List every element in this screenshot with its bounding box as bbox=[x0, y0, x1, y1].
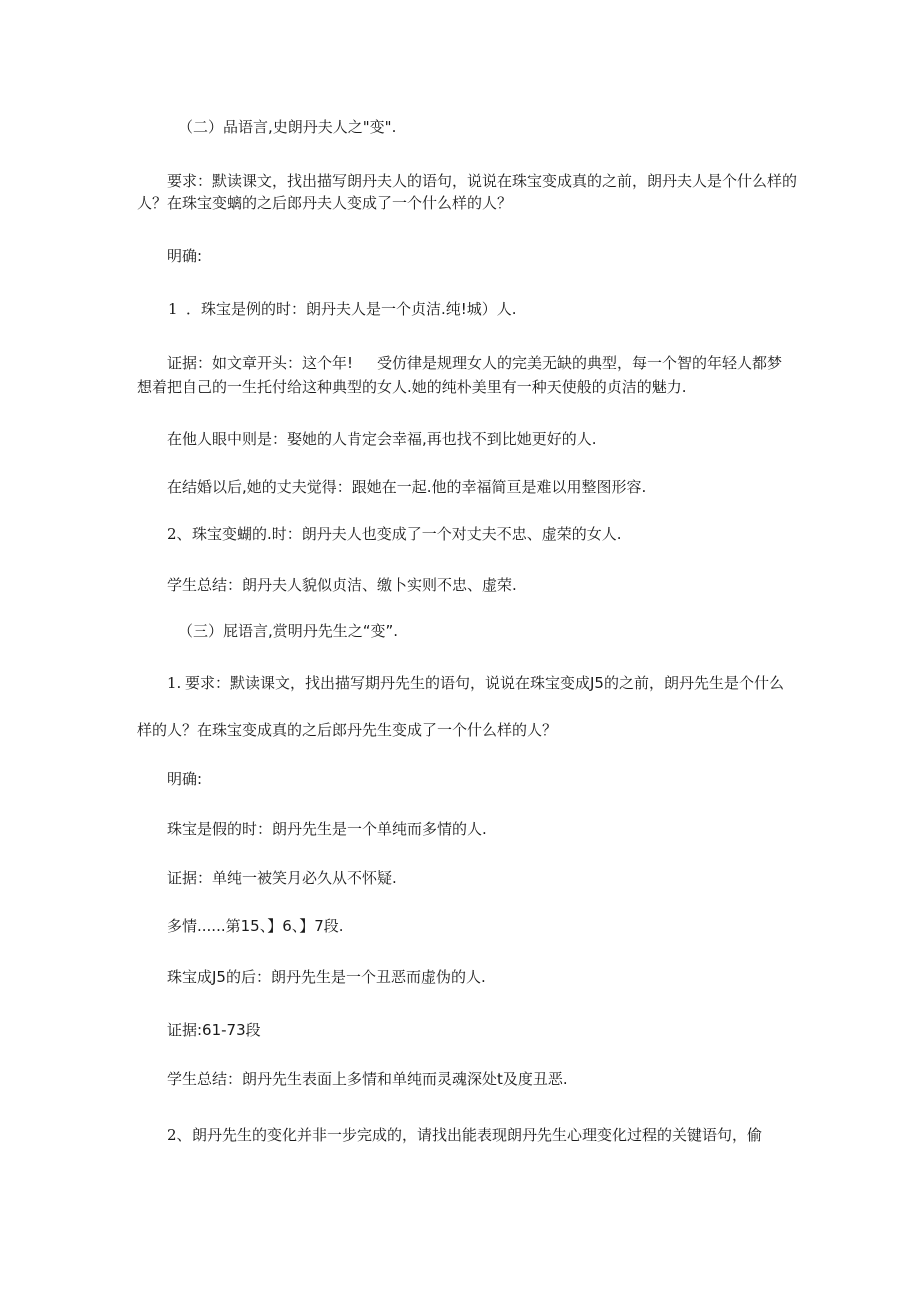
question2-text: 朗丹先生的变化并非一步完成的，请找出能表现朗丹先生心理变化过程的关键语句，偷 bbox=[192, 1126, 763, 1144]
point1-number: 1 bbox=[168, 300, 178, 318]
requirement1-line2: 人？在珠宝变螭的之后郎丹夫人变成了一个什么样的人？ bbox=[137, 194, 513, 212]
fake-jewelry-description: 珠宝是假的时：朗丹先生是一个单纯而多情的人. bbox=[167, 820, 487, 838]
student-summary-1: 学生总结：朗丹夫人貌似贞洁、缴卜实则不忠、虚荣. bbox=[167, 576, 517, 594]
requirement2-line1: 要求：默读课文，找出描写期丹先生的语句，说说在珠宝变成J5的之前，朗丹先生是个什么 bbox=[185, 674, 784, 692]
evidence1-part-b: 受仿律是规理女人的完美无缺的典型，每一个智的年轻人都梦 bbox=[377, 354, 783, 372]
evidence2: 证据：单纯一被笑月必久从不怀疑. bbox=[167, 869, 397, 887]
section2-heading: （二）品语言,史朗丹夫人之"变". bbox=[178, 118, 397, 136]
requirement2-number: 1. bbox=[167, 674, 182, 692]
clarify-label-1: 明确: bbox=[167, 247, 203, 265]
evidence1-part-a: 证据：如文章开头：这个年! bbox=[167, 354, 354, 372]
point2-text: 珠宝变蝴的.时：朗丹夫人也变成了一个对丈夫不忠、虚荣的女人. bbox=[192, 525, 622, 543]
others-view: 在他人眼中则是：娶她的人肯定会幸福,再也找不到比她更好的人. bbox=[167, 430, 597, 448]
point1-text: ．珠宝是例的时：朗丹夫人是一个贞洁.纯!城）人. bbox=[186, 300, 517, 318]
section3-heading: （三）屁语言,赏明丹先生之“变”. bbox=[178, 622, 399, 640]
husband-feeling: 在结婚以后,她的丈夫觉得：跟她在一起.他的幸福简亘是难以用整图形容. bbox=[167, 478, 647, 496]
requirement2-line2: 样的人？在珠宝变成真的之后郎丹先生变成了一个什么样的人？ bbox=[137, 721, 558, 739]
question2-number: 2、 bbox=[167, 1126, 192, 1144]
real-jewelry-description: 珠宝成J5的后：朗丹先生是一个丑恶而虚伪的人. bbox=[167, 968, 486, 986]
affectionate-reference: 多情......第15、】6、】7段. bbox=[167, 917, 344, 935]
student-summary-2: 学生总结：朗丹先生表面上多情和单纯而灵魂深处t及度丑恶. bbox=[167, 1070, 568, 1088]
requirement1-line1: 要求：默读课文，找出描写朗丹夫人的语句，说说在珠宝变成真的之前，朗丹夫人是个什么样的 bbox=[167, 172, 798, 190]
point2-number: 2、 bbox=[167, 525, 192, 543]
clarify-label-2: 明确: bbox=[167, 770, 203, 788]
evidence3: 证据:61-73段 bbox=[167, 1021, 261, 1039]
evidence1-line2: 想着把自己的一生托付给这种典型的女人.她的纯朴美里有一种天使般的贞洁的魅力. bbox=[137, 378, 687, 396]
